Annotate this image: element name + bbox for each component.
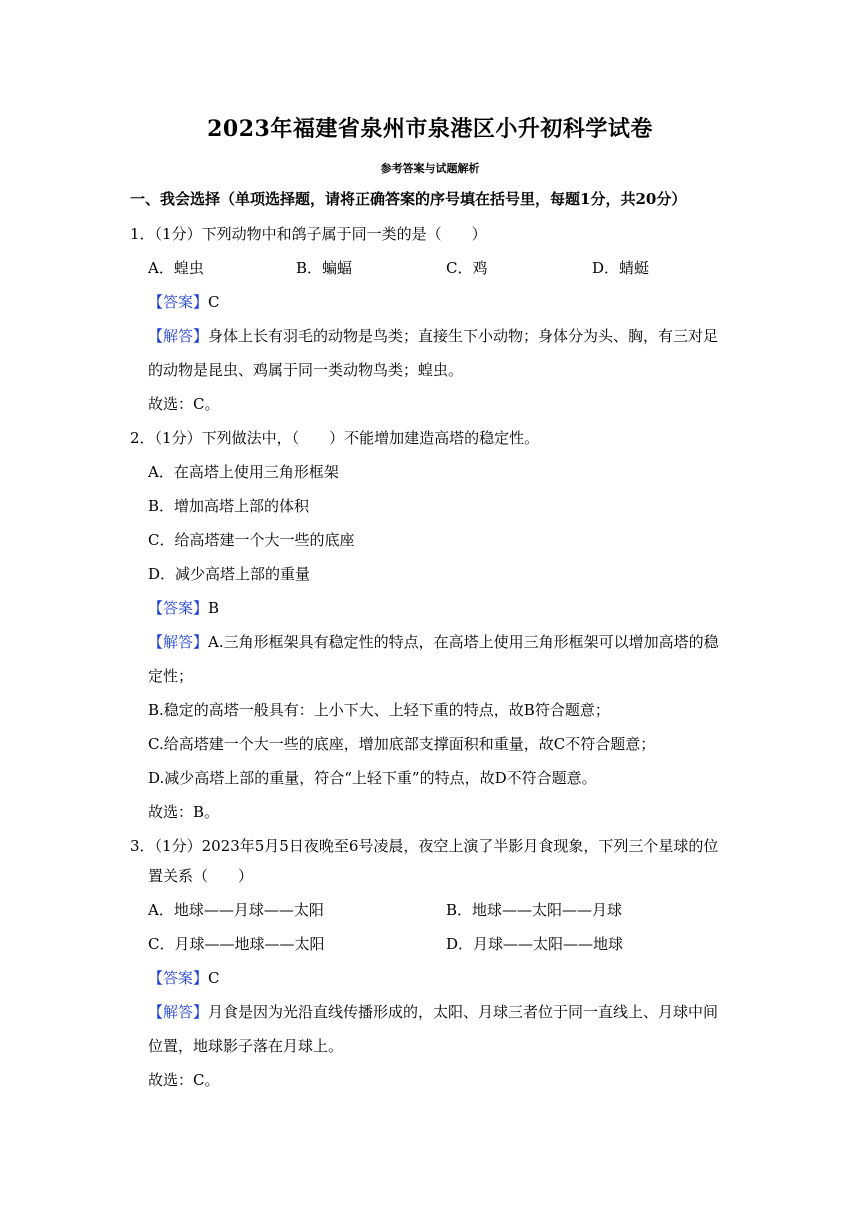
question-1-analysis-line-1 (148, 326, 718, 346)
question-3-stem-line-2: 置关系（ ） (148, 867, 254, 885)
question-1-answer (148, 292, 220, 312)
page-subtitle: 参考答案与试题解析 (380, 162, 480, 175)
question-1-option-c: C．鸡 (446, 259, 488, 277)
question-2-answer-value: B (208, 599, 220, 617)
question-1-analysis-line-2: 的动物是昆虫、鸡属于同一类动物鸟类；蝗虫。 (148, 361, 464, 379)
question-2-option-a: A．在高塔上使用三角形框架 (148, 463, 339, 481)
question-2-option-b: B．增加高塔上部的体积 (148, 497, 310, 515)
question-3-answer-value: C (208, 969, 220, 987)
question-3-option-c: C．月球——地球——太阳 (148, 935, 325, 953)
answer-label: 【答案】 (148, 293, 209, 311)
question-1-stem: 1．（1分）下列动物中和鸽子属于同一类的是（ ） (130, 225, 487, 243)
question-3-option-b: B．地球——太阳——月球 (446, 901, 623, 919)
question-2-analysis-line-4: C.给高塔建一个大一些的底座，增加底部支撑面积和重量，故C不符合题意； (148, 735, 656, 753)
question-3-analysis-line-1 (148, 1002, 718, 1022)
question-3-analysis-line-2: 位置，地球影子落在月球上。 (148, 1037, 344, 1055)
question-3-answer (148, 968, 220, 988)
question-3-option-a: A．地球——月球——太阳 (148, 901, 324, 919)
question-2-option-d: D．减少高塔上部的重量 (148, 565, 311, 583)
answer-label: 【答案】 (148, 969, 209, 987)
page-title: 2023年福建省泉州市泉港区小升初科学试卷 (207, 116, 653, 142)
analysis-label: 【解答】 (148, 633, 209, 651)
question-2-analysis-line-1 (148, 632, 719, 652)
analysis-label: 【解答】 (148, 1003, 209, 1021)
question-2-option-c: C．给高塔建一个大一些的底座 (148, 531, 355, 549)
question-2-analysis-line-3: B.稳定的高塔一般具有：上小下大、上轻下重的特点，故B符合题意； (148, 701, 610, 719)
question-1-answer-value: C (208, 293, 220, 311)
answer-label: 【答案】 (148, 599, 209, 617)
analysis-text: 月食是因为光沿直线传播形成的，太阳、月球三者位于同一直线上、月球中间 (208, 1003, 719, 1021)
question-1-option-b: B．蝙蝠 (296, 259, 353, 277)
question-2-answer (148, 598, 219, 618)
question-3-option-d: D．月球——太阳——地球 (446, 935, 624, 953)
question-2-stem: 2．（1分）下列做法中，（ ）不能增加建造高塔的稳定性。 (130, 429, 540, 447)
question-3-conclusion: 故选：C。 (148, 1071, 220, 1089)
question-2-analysis-line-2: 定性； (148, 667, 194, 685)
question-2-analysis-line-5: D.减少高塔上部的重量，符合“上轻下重”的特点，故D不符合题意。 (148, 769, 597, 787)
section-heading: 一、我会选择（单项选择题，请将正确答案的序号填在括号里，每题1分，共20分） (130, 190, 687, 208)
question-1-option-d: D．蜻蜓 (592, 259, 650, 277)
question-1-option-a: A．蝗虫 (148, 259, 204, 277)
question-1-conclusion: 故选：C。 (148, 395, 220, 413)
analysis-text: 身体上长有羽毛的动物是鸟类；直接生下小动物；身体分为头、胸，有三对足 (208, 327, 719, 345)
analysis-label: 【解答】 (148, 327, 209, 345)
question-2-conclusion: 故选：B。 (148, 803, 220, 821)
analysis-text: A.三角形框架具有稳定性的特点，在高塔上使用三角形框架可以增加高塔的稳 (208, 633, 719, 651)
question-3-stem-line-1: 3．（1分）2023年5月5日夜晚至6号凌晨，夜空上演了半影月食现象，下列三个星球的位 (130, 837, 719, 855)
